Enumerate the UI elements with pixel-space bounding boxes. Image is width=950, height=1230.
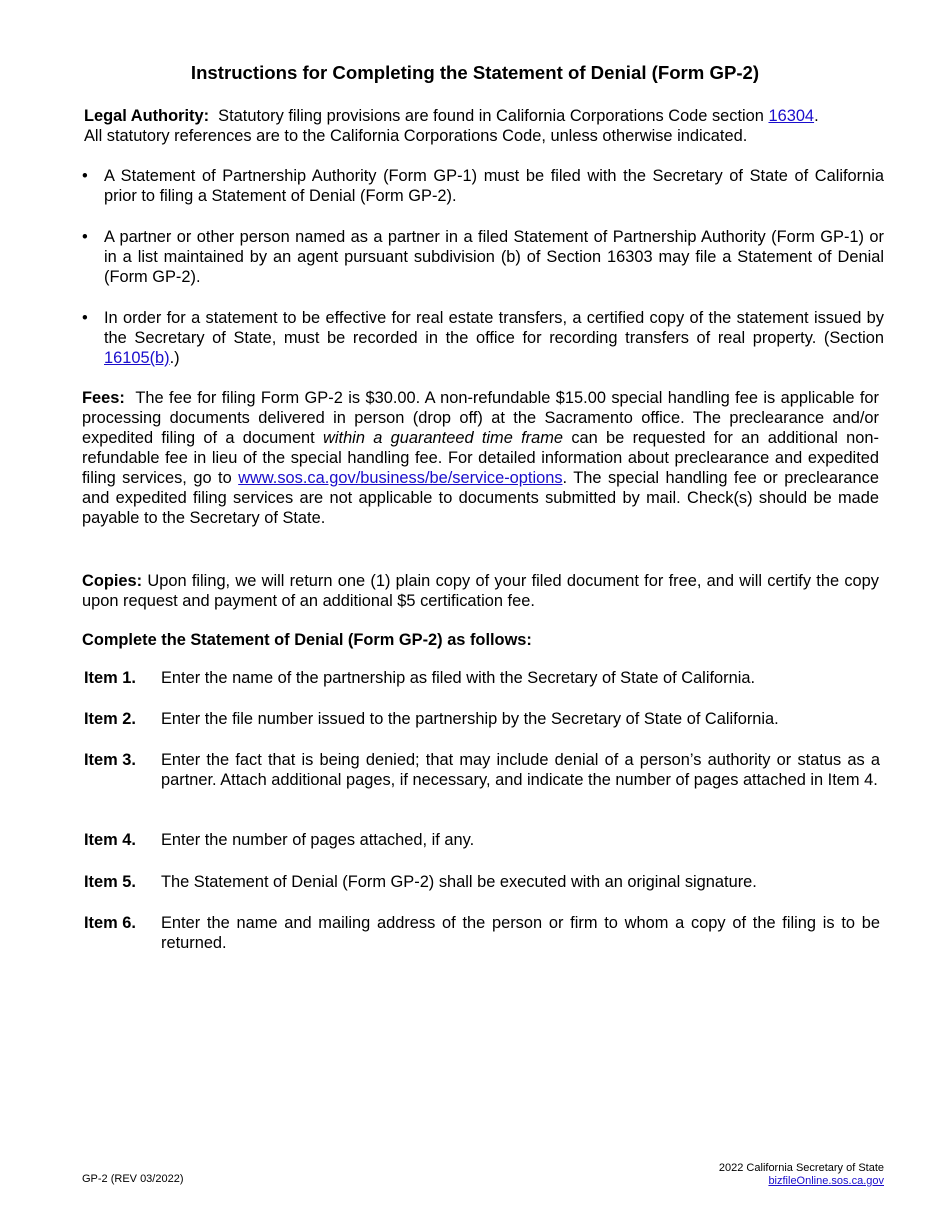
- item-text: Enter the file number issued to the partnership by the Secretary of State of California.: [161, 710, 779, 728]
- fees-text-3: . The special handling fee or preclearance and expedited filing services are not applicable to documents submitted by mail. Check(s) should be made payable to the Secretary of State.: [82, 469, 879, 527]
- form-revision: GP-2 (REV 03/2022): [82, 1173, 184, 1185]
- bullet-item-3: [82, 308, 884, 368]
- item-text: Enter the name and mailing address of the person or firm to whom a copy of the filing is to be returned.: [161, 914, 880, 952]
- bullet-text-3-body: In order for a statement to be effective for real estate transfers, a certified copy of the statement issued by the Secretary of State, must be recorded in the office for recording transfers of real property. (Section: [104, 309, 884, 347]
- footer-right: [719, 1162, 884, 1188]
- legal-authority-line2: All statutory references are to the California Corporations Code, unless otherwise indicated.: [84, 127, 748, 145]
- item-text: Enter the number of pages attached, if any.: [161, 831, 475, 849]
- section-16105b-link[interactable]: 16105(b): [104, 349, 170, 367]
- item-1: [84, 668, 880, 688]
- bullet-text-1: A Statement of Partnership Authority (Form GP-1) must be filed with the Secretary of State of California prior to filing a Statement of Denial (Form GP-2).: [104, 167, 884, 205]
- item-5: [84, 872, 880, 892]
- copyright-text: 2022 California Secretary of State: [718, 1162, 884, 1174]
- item-label: Item 4.: [84, 831, 136, 849]
- legal-period: .: [814, 107, 819, 125]
- bullet-icon: •: [82, 167, 88, 185]
- fees-section: [82, 388, 879, 528]
- legal-authority-section: [84, 106, 884, 146]
- page-title: Instructions for Completing the Statement of Denial (Form GP-2): [190, 62, 760, 83]
- item-label: Item 2.: [84, 710, 136, 728]
- bullet-item-2: [82, 227, 884, 287]
- item-label: Item 3.: [84, 751, 136, 769]
- item-text: The Statement of Denial (Form GP-2) shall be executed with an original signature.: [161, 873, 757, 891]
- fees-text-1: The fee for filing Form GP-2 is $30.00. A non-refundable $15.00 special handling fee is applicable for processing documents delivered in person (drop off) at the Sacramento office. The preclearance and/or expedited filing of a document: [82, 389, 879, 447]
- copies-section: [82, 571, 879, 611]
- fees-label: Fees:: [82, 389, 125, 407]
- bullet-item-1: [82, 166, 884, 206]
- item-label: Item 5.: [84, 873, 136, 891]
- copies-text: Upon filing, we will return one (1) plain copy of your filed document for free, and will certify the copy upon request and payment of an additional $5 certification fee.: [82, 572, 879, 610]
- item-6: [84, 913, 880, 953]
- service-options-link[interactable]: www.sos.ca.gov/business/be/service-options: [238, 469, 563, 487]
- item-3: [84, 750, 880, 790]
- bullet-text-3: [104, 308, 884, 368]
- legal-authority-label: Legal Authority:: [84, 107, 210, 125]
- item-label: Item 1.: [84, 669, 136, 687]
- bullet-text-3-end: .): [169, 349, 180, 367]
- fees-text-2: can be requested for an additional non-refundable fee in lieu of the special handling fee. For detailed information about preclearance and expedited filing services, go to: [82, 429, 879, 487]
- item-4: [84, 830, 880, 850]
- item-label: Item 6.: [84, 914, 136, 932]
- bullet-icon: •: [82, 309, 88, 327]
- bullet-icon: •: [82, 228, 88, 246]
- fees-italic-text: within a guaranteed time frame: [323, 429, 564, 447]
- complete-heading: Complete the Statement of Denial (Form GP-2) as follows:: [82, 631, 532, 649]
- copies-label: Copies:: [82, 572, 143, 590]
- bullet-text-2: A partner or other person named as a partner in a filed Statement of Partnership Authority (Form GP-1) or in a list maintained by an agent pursuant subdivision (b) of Section 16303 may file a Statement of Denial (Form GP-2).: [104, 228, 884, 286]
- item-text: Enter the name of the partnership as filed with the Secretary of State of California.: [161, 669, 756, 687]
- section-16304-link[interactable]: 16304: [768, 107, 815, 125]
- item-2: [84, 709, 880, 729]
- bizfile-link[interactable]: bizfileOnline.sos.ca.gov: [768, 1175, 884, 1187]
- item-text: Enter the fact that is being denied; that may include denial of a person’s authority or status as a partner. Attach additional pages, if necessary, and indicate the number of pages attached in Item 4.: [161, 751, 880, 789]
- legal-authority-text: Statutory filing provisions are found in California Corporations Code section: [218, 107, 764, 125]
